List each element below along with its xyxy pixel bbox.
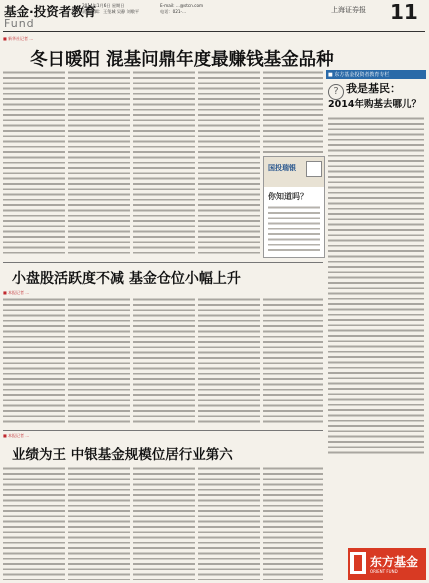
section-title: 基金·投资者教育 (4, 4, 97, 19)
contact-meta (160, 3, 203, 14)
article2-divider (3, 262, 323, 263)
article3-column-5 (263, 466, 323, 580)
article2-column-1 (3, 297, 65, 423)
sidebar-column (326, 70, 426, 460)
article3-headline: 业绩为王 中银基金规模位居行业第六 (12, 447, 233, 463)
article1-column-1 (3, 70, 65, 256)
logo-mark-icon (350, 552, 366, 574)
article2-headline: 小盘股活跃度不减 基金仓位小幅上升 (12, 271, 241, 287)
ad-header (264, 157, 324, 187)
article1-column-3 (133, 70, 195, 256)
ad-brand: 国投瑞银 (268, 164, 296, 172)
sidebar-title-line2: 2014年购基去哪儿？ (328, 99, 421, 110)
question-icon: ? (328, 84, 344, 100)
article2-byline: ■ 本报记者 ... (3, 290, 30, 295)
article1-column-5 (263, 70, 323, 154)
advertisement (263, 156, 325, 258)
ad-slogan: 你知道吗？ (268, 192, 308, 201)
section-title-en: Fund (4, 17, 35, 30)
page-number: 11 (390, 0, 418, 24)
editor-line: 责任编辑：王玺城 吴静 刘敬平 (82, 8, 140, 14)
sidebar-tag: ■ 东方基金投资者教育专栏 (326, 70, 426, 79)
article3-byline: ■ 本报记者 ... (3, 433, 30, 438)
phone-line: 电话：021-... (160, 8, 187, 14)
article2-column-3 (133, 297, 195, 423)
article1-column-2 (68, 70, 130, 256)
article1-byline: ■ 新华社记者 ... (3, 36, 34, 41)
article3-column-4 (198, 466, 260, 580)
article3-column-2 (68, 466, 130, 580)
contact-line: E-mail: ...@stcn.com (160, 3, 204, 8)
article2-column-4 (198, 297, 260, 423)
article3-column-1 (3, 466, 65, 580)
sidebar-body (328, 116, 424, 456)
date-line: 2014年1月6日 星期日 (82, 3, 125, 8)
orient-fund-logo (348, 548, 426, 580)
article1-headline: 冬日暖阳 混基问鼎年度最赚钱基金品种 (30, 50, 334, 70)
qr-code-icon (306, 161, 322, 177)
logo-name: 东方基金 (370, 555, 419, 569)
logo-sub: ORIENT FUND (370, 569, 398, 574)
article3-column-3 (133, 466, 195, 580)
paper-name: 上海证券报 (331, 6, 366, 14)
article2-column-2 (68, 297, 130, 423)
article3-divider (3, 430, 323, 431)
ad-text (268, 205, 320, 251)
sidebar-title-line1: 我是基民： (346, 82, 401, 95)
masthead-meta (82, 3, 139, 14)
article1-column-4 (198, 70, 260, 256)
masthead-divider (3, 31, 425, 32)
masthead (0, 0, 429, 32)
article2-column-5 (263, 297, 323, 423)
